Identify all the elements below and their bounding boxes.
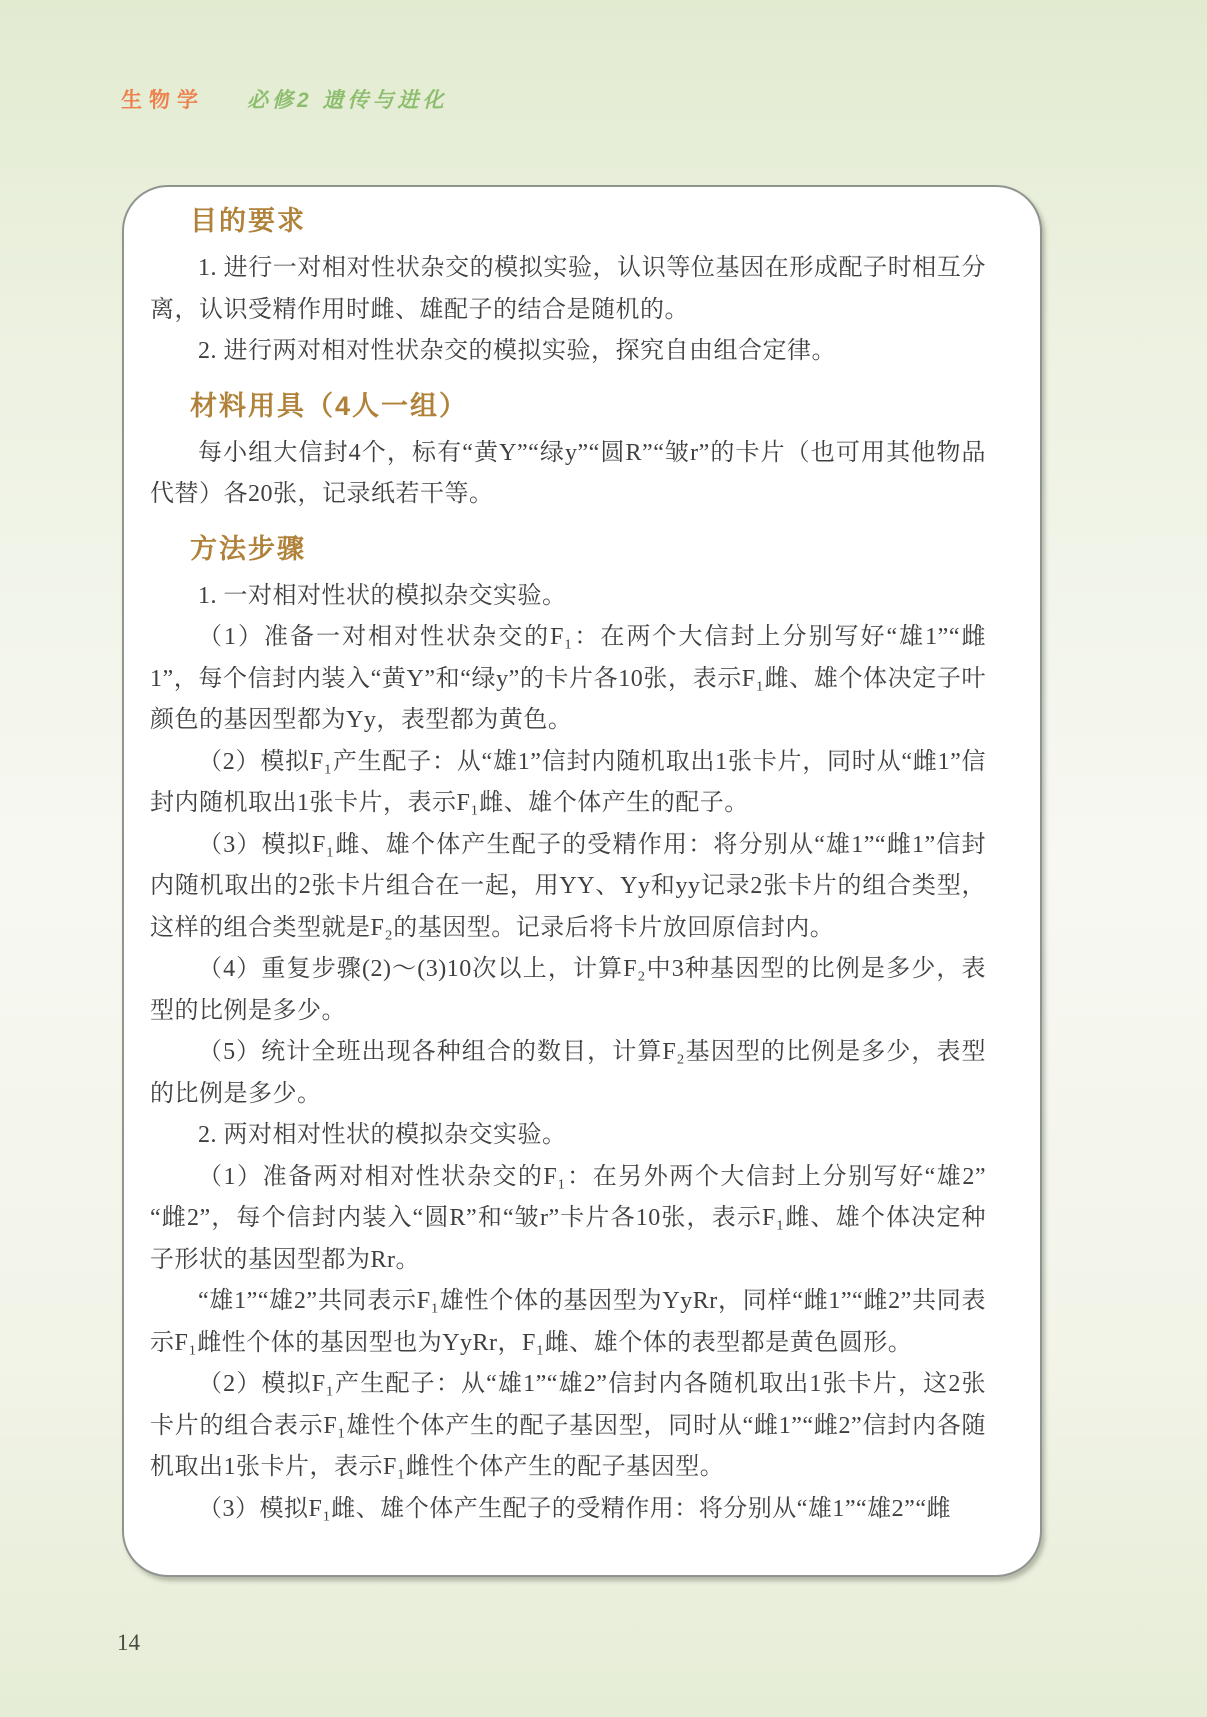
paragraph: “雄1”“雄2”共同表示F₁雄性个体的基因型为YyRr，同样“雌1”“雌2”共同表示F₁雌性个体的基因型也为YyRr，F₁雌、雄个体的表型都是黄色圆形。 bbox=[150, 1288, 986, 1356]
experiment-card bbox=[122, 185, 1042, 1577]
paragraph: 1. 一对相对性状的模拟杂交实验。 bbox=[198, 582, 567, 609]
paragraph: （2）模拟F₁产生配子：从“雄1”信封内随机取出1张卡片，同时从“雌1”信封内随机取出1张卡片，表示F₁雌、雄个体产生的配子。 bbox=[150, 748, 986, 816]
paragraph: （2）模拟F₁产生配子：从“雄1”“雄2”信封内各随机取出1张卡片，这2张卡片的组合表示F₁雄性个体产生的配子基因型，同时从“雌1”“雌2”信封内各随机取出1张卡片，表示F₁雌性个体产生的配子基因型。 bbox=[150, 1371, 986, 1480]
section-heading-materials: 材料用具（4人一组） bbox=[190, 390, 469, 421]
section-heading-procedure: 方法步骤 bbox=[190, 533, 306, 564]
paragraph: 2. 两对相对性状的模拟杂交实验。 bbox=[198, 1122, 567, 1148]
section-heading-objectives: 目的要求 bbox=[190, 206, 306, 236]
paragraph: （3）模拟F₁雌、雄个体产生配子的受精作用：将分别从“雄1”“雄2”“雌 bbox=[198, 1495, 951, 1522]
page-number: 14 bbox=[117, 1630, 140, 1655]
subject-title: 生物学 bbox=[121, 89, 205, 112]
paragraph: （1）准备一对相对性状杂交的F₁：在两个大信封上分别写好“雄1”“雌1”，每个信封内装入“黄Y”和“绿y”的卡片各10张，表示F₁雌、雄个体决定子叶颜色的基因型都为Yy，表型都为黄色。 bbox=[150, 624, 986, 733]
paragraph: （5）统计全班出现各种组合的数目，计算F₂基因型的比例是多少，表型的比例是多少。 bbox=[150, 1039, 986, 1107]
card-content bbox=[124, 187, 1040, 1530]
paragraph: （3）模拟F₁雌、雄个体产生配子的受精作用：将分别从“雄1”“雌1”信封内随机取出的2张卡片组合在一起，用YY、Yy和yy记录2张卡片的组合类型，这样的组合类型就是F₂的基因型。记录后将卡片放回原信封内。 bbox=[150, 831, 986, 941]
paragraph: 1. 进行一对相对性状杂交的模拟实验，认识等位基因在形成配子时相互分离，认识受精作用时雌、雄配子的结合是随机的。 bbox=[150, 255, 986, 323]
volume-title: 必修2 遗传与进化 bbox=[247, 89, 448, 112]
paragraph: 每小组大信封4个，标有“黄Y”“绿y”“圆R”“皱r”的卡片（也可用其他物品代替）各20张，记录纸若干等。 bbox=[150, 439, 986, 507]
paragraph: （1）准备两对相对性状杂交的F₁：在另外两个大信封上分别写好“雄2”“雌2”，每个信封内装入“圆R”和“皱r”卡片各10张，表示F₁雌、雄个体决定种子形状的基因型都为Rr。 bbox=[150, 1163, 986, 1273]
paragraph: 2. 进行两对相对性状杂交的模拟实验，探究自由组合定律。 bbox=[198, 338, 836, 364]
running-header bbox=[121, 84, 448, 114]
paragraph: （4）重复步骤(2)～(3)10次以上，计算F₂中3种基因型的比例是多少，表型的比例是多少。 bbox=[150, 956, 986, 1024]
